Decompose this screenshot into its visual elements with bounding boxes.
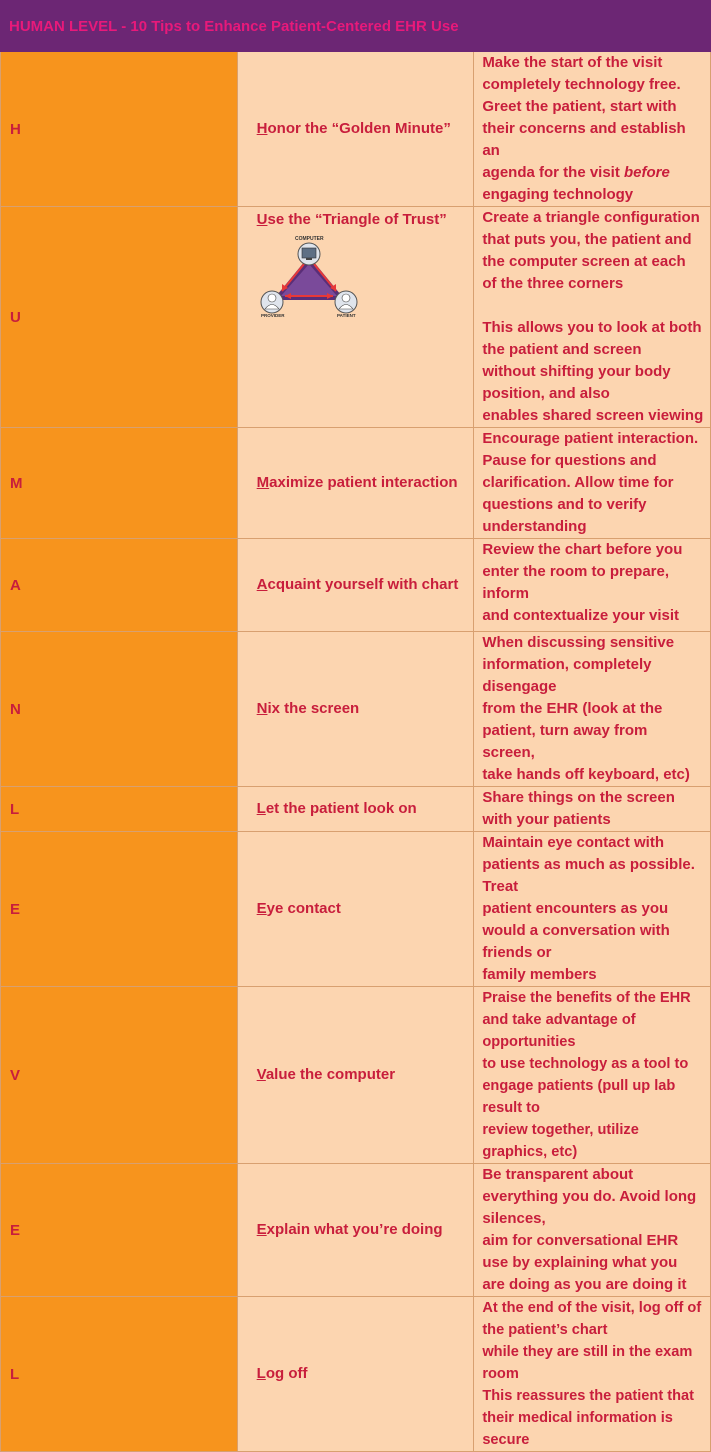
- table-row: [1, 987, 711, 1164]
- tip-description: Maintain eye contact with patients as much as possible. Treat patient encounters as you would a conversation with friends or family members: [474, 832, 711, 987]
- tip-description: Encourage patient interaction. Pause for questions and clarification. Allow time for questions and to verify understanding: [474, 428, 711, 539]
- tip-description: When discussing sensitive information, completely disengage from the EHR (look at the patient, turn away from screen, take hands off keyboard, etc): [474, 632, 711, 787]
- tip-title: Eye contact: [237, 832, 474, 987]
- tip-title: Log off: [237, 1297, 474, 1452]
- tip-title: Honor the “Golden Minute”: [237, 52, 474, 207]
- tip-description: Share things on the screen with your patients: [474, 787, 711, 832]
- table-row: [1, 632, 711, 787]
- tip-title: Value the computer: [237, 987, 474, 1164]
- tip-title: Acquaint yourself with chart: [237, 539, 474, 632]
- triangle-of-trust-diagram: [257, 234, 361, 318]
- title-row: [1, 1, 711, 52]
- table-row: [1, 539, 711, 632]
- svg-text:PATIENT: PATIENT: [336, 313, 356, 318]
- tip-title: Nix the screen: [237, 632, 474, 787]
- tip-title: Use the “Triangle of Trust” COMPUTER PROVIDER PATIENT: [237, 207, 474, 428]
- row-letter: V: [1, 987, 238, 1164]
- row-letter: N: [1, 632, 238, 787]
- table-row: [1, 1297, 711, 1452]
- tip-description: Review the chart before you enter the room to prepare, inform and contextualize your visit: [474, 539, 711, 632]
- tip-title: Let the patient look on: [237, 787, 474, 832]
- tip-description: Praise the benefits of the EHR and take advantage of opportunities to use technology as a tool to engage patients (pull up lab result to review together, utilize graphics, etc): [474, 987, 711, 1164]
- table-row: [1, 1164, 711, 1297]
- table-row: [1, 787, 711, 832]
- tip-description: Create a triangle configuration that puts you, the patient and the computer screen at each of the three corners This allows you to look at both the patient and screen without shifting your body position, and also enables shared screen viewing: [474, 207, 711, 428]
- page-title: HUMAN LEVEL - 10 Tips to Enhance Patient-Centered EHR Use: [1, 1, 711, 52]
- tip-description: At the end of the visit, log off of the patient’s chart while they are still in the exam room This reassures the patient that their medical information is secure: [474, 1297, 711, 1452]
- row-letter: H: [1, 52, 238, 207]
- row-letter: L: [1, 1297, 238, 1452]
- row-letter: U: [1, 207, 238, 428]
- svg-text:PROVIDER: PROVIDER: [260, 313, 285, 318]
- row-letter: E: [1, 1164, 238, 1297]
- table-row: [1, 832, 711, 987]
- tip-description: Be transparent about everything you do. Avoid long silences, aim for conversational EHR use by explaining what you are doing as you are doing it: [474, 1164, 711, 1297]
- table-row: [1, 428, 711, 539]
- table-row: [1, 52, 711, 207]
- row-letter: L: [1, 787, 238, 832]
- table-row: [1, 207, 711, 428]
- tip-description: Make the start of the visit completely technology free. Greet the patient, start with their concerns and establish an agenda for the visit before engaging technology: [474, 52, 711, 207]
- tip-title: Maximize patient interaction: [237, 428, 474, 539]
- row-letter: A: [1, 539, 238, 632]
- row-letter: M: [1, 428, 238, 539]
- row-letter: E: [1, 832, 238, 987]
- svg-text:COMPUTER: COMPUTER: [294, 236, 324, 242]
- tip-title: Explain what you’re doing: [237, 1164, 474, 1297]
